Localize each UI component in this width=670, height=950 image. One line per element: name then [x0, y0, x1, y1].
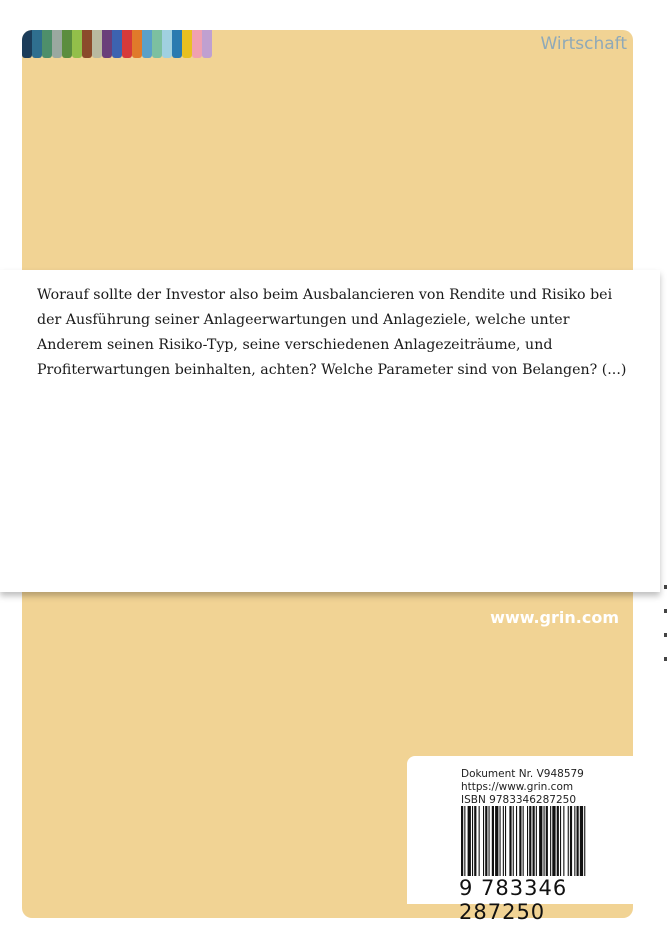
info-box	[407, 756, 633, 924]
cover-bottom-panel	[22, 592, 633, 924]
edge-marks	[664, 585, 670, 695]
color-stripe	[102, 30, 112, 58]
publisher-url[interactable]: www.grin.com	[490, 608, 619, 627]
color-stripe	[42, 30, 52, 58]
color-stripe	[92, 30, 102, 58]
color-stripe	[112, 30, 122, 58]
color-stripe	[82, 30, 92, 58]
barcode-icon	[461, 806, 626, 876]
color-stripe	[132, 30, 142, 58]
isbn-label: ISBN 9783346287250	[461, 794, 577, 806]
color-stripe	[52, 30, 62, 58]
color-stripe	[72, 30, 82, 58]
color-stripe	[182, 30, 192, 58]
blurb-panel	[0, 270, 660, 592]
isbn-digits: 9 783346 287250	[459, 876, 568, 924]
document-number: Dokument Nr. V948579	[461, 768, 584, 780]
color-stripe	[22, 30, 32, 58]
color-stripe	[142, 30, 152, 58]
color-stripe	[202, 30, 212, 58]
color-stripe	[192, 30, 202, 58]
color-stripe	[62, 30, 72, 58]
color-stripe	[152, 30, 162, 58]
color-stripe	[32, 30, 42, 58]
website-link[interactable]: https://www.grin.com	[461, 781, 574, 793]
color-stripe	[162, 30, 172, 58]
cover-top-panel	[22, 30, 633, 270]
category-label: Wirtschaft	[540, 34, 627, 54]
color-stripe	[172, 30, 182, 58]
blurb-text: Worauf sollte der Investor also beim Ausbalancieren von Rendite und Risiko bei der Ausführung seiner Anlageerwartungen und Anlageziele, welche unter Anderem seinen Risiko-Typ, seine verschiedenen Anlagezeiträume, und Profiterwartungen beinhalten, achten? Welche Parameter sind von Belangen? (...)	[37, 287, 627, 378]
color-stripes	[22, 30, 212, 58]
color-stripe	[122, 30, 132, 58]
